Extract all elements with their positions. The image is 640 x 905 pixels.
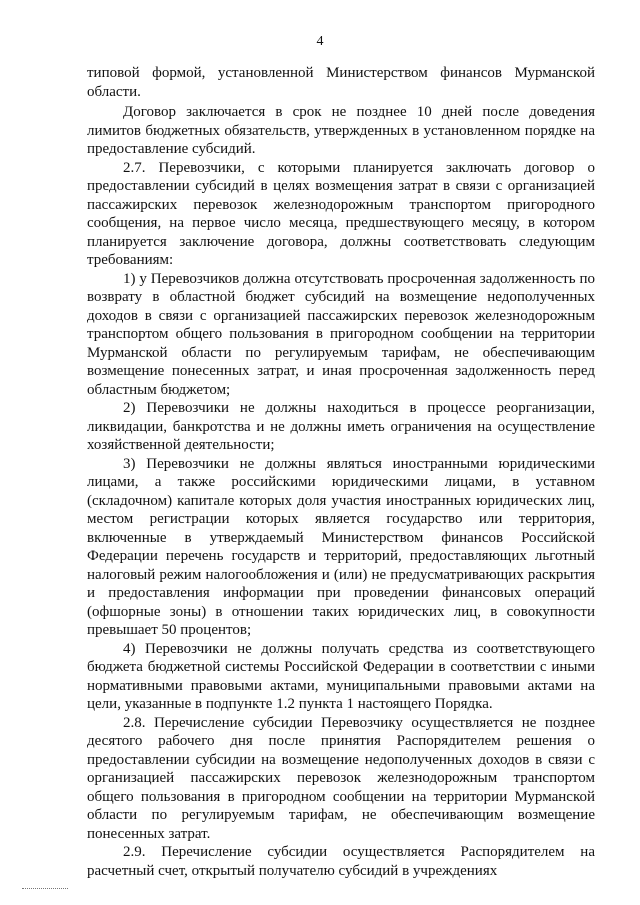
- page-number: 4: [316, 34, 324, 49]
- document-body: [87, 64, 595, 880]
- paragraph-2-8: 2.8. Перечисление субсидии Перевозчику осуществляется не позднее десятого рабочего дня после принятия Распорядителем решения о предоставлении субсидии на возмещение недополученных доходов в связи с организацией пассажирских перевозок железнодорожным транспортом общего пользования в пригородном сообщении на территории Мурманской области по регулируемым тарифам, не обеспечивающим возмещение понесенных затрат.: [87, 714, 595, 842]
- paragraph-2-9: 2.9. Перечисление субсидии осуществляется Распорядителем на расчетный счет, открытый получателю субсидий в учреждениях: [87, 844, 595, 879]
- paragraph-contract-term: Договор заключается в срок не позднее 10 дней после доведения лимитов бюджетных обязательств, утвержденных в установленном порядке на предоставление субсидий.: [87, 104, 595, 157]
- paragraph-continuation: типовой формой, установленной Министерством финансов Мурманской области.: [87, 65, 595, 100]
- paragraph-requirement-3: 3) Перевозчики не должны являться иностранными юридическими лицами, а также российскими юридическими лицами, в уставном (складочном) капитале которых доля участия иностранных юридических лиц, местом регистрации которых является государство или территория, включенные в утверждаемый Министерством финансов Российской Федерации перечень государств и территорий, предоставляющих льготный налоговый режим налогообложения и (или) не предусматривающих раскрытия и предоставления информации при проведении финансовых операций (офшорные зоны) в отношении таких юридических лиц, в совокупности превышает 50 процентов;: [87, 455, 595, 638]
- paragraph-requirement-4: 4) Перевозчики не должны получать средства из соответствующего бюджета бюджетной системы Российской Федерации в соответствии с иными нормативными правовыми актами, муниципальными правовыми актами на цели, указанные в подпункте 1.2 пункта 1 настоящего Порядка.: [87, 640, 595, 712]
- footer-divider: [22, 888, 68, 889]
- paragraph-requirement-1: 1) у Перевозчиков должна отсутствовать просроченная задолженность по возврату в областной бюджет субсидий на возмещение недополученных доходов в связи с организацией пассажирских перевозок железнодорожным транспортом общего пользования в пригородном сообщении на территории Мурманской области по регулируемым тарифам, не обеспечивающим возмещение понесенных затрат, и иная просроченная задолженность перед областным бюджетом;: [87, 270, 595, 398]
- paragraph-2-7: 2.7. Перевозчики, с которыми планируется заключать договор о предоставлении субсидий в целях возмещения затрат в связи с организацией пассажирских перевозок железнодорожным транспортом пригородного сообщения, на первое число месяца, предшествующего месяцу, в котором планируется заключение договора, должны соответствовать следующим требованиям:: [87, 159, 595, 268]
- paragraph-requirement-2: 2) Перевозчики не должны находиться в процессе реорганизации, ликвидации, банкротства и не должны иметь ограничения на осуществление хозяйственной деятельности;: [87, 400, 595, 453]
